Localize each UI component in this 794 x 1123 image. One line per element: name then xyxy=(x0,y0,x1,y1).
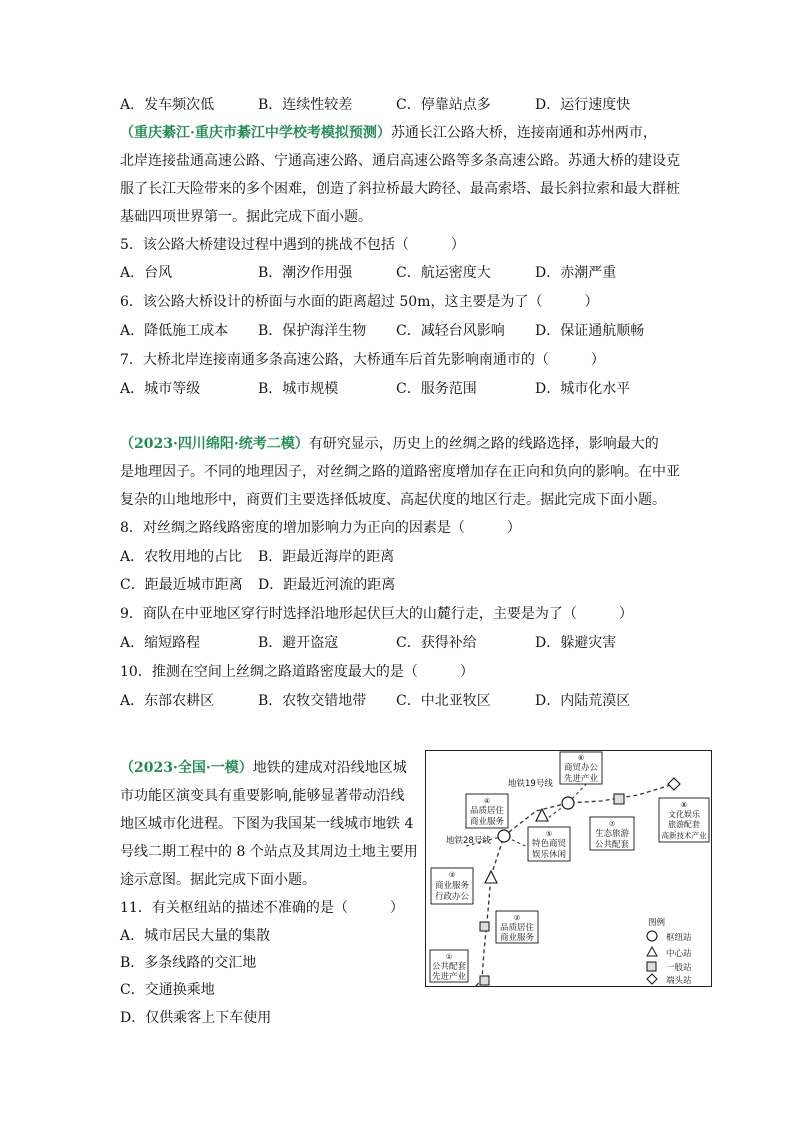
q4-option-c: C．停靠站点多 xyxy=(396,97,491,113)
question-5: 5．该公路大桥建设过程中遇到的挑战不包括（ ） xyxy=(120,237,465,253)
q8-option-b: B．距最近海岸的距离 xyxy=(258,549,395,565)
legend-center-label: 中心站 xyxy=(666,949,692,959)
block3-intro-first: 地铁的建成对沿线地区城 xyxy=(252,760,407,776)
svg-text:⑦: ⑦ xyxy=(608,820,616,828)
landuse-box-5 xyxy=(528,827,570,861)
q11-option-b: B．多条线路的交汇地 xyxy=(120,955,257,971)
landuse-box-6 xyxy=(560,752,602,784)
svg-text:②: ② xyxy=(513,914,521,922)
q6-option-b: B．保护海洋生物 xyxy=(258,323,367,339)
legend-terminal-icon xyxy=(647,974,657,984)
svg-text:行政办公: 行政办公 xyxy=(434,892,470,902)
block3-intro-line4: 号线二期工程中的 8 个站点及其周边土地主要用 xyxy=(120,844,418,860)
block3-intro-line2: 市功能区演变具有重要影响,能够显著带动沿线 xyxy=(120,788,405,804)
block1-intro-line1 xyxy=(120,123,657,143)
metro-map-svg xyxy=(426,751,711,986)
q4-option-b: B．连续性较差 xyxy=(258,97,353,113)
normal-station-2 xyxy=(480,922,489,931)
q4-option-a: A．发车频次低 xyxy=(120,97,215,113)
svg-text:高新技术产业: 高新技术产业 xyxy=(661,831,707,840)
question-6: 6．该公路大桥设计的桥面与水面的距离超过 50m，这主要是为了（ ） xyxy=(120,294,599,310)
legend-hub-icon xyxy=(647,931,657,941)
svg-text:商业服务: 商业服务 xyxy=(434,881,470,891)
q7-option-b: B．城市规模 xyxy=(258,381,339,397)
q8-option-d: D．距最近河流的距离 xyxy=(258,577,396,593)
svg-text:先进产业: 先进产业 xyxy=(431,972,467,982)
normal-station-1 xyxy=(480,976,489,985)
question-11: 11．有关枢纽站的描述不准确的是（ ） xyxy=(120,900,404,916)
landuse-box-2 xyxy=(496,911,538,943)
line28-label: 地铁28号线 xyxy=(446,836,491,846)
q7-option-d: D．城市化水平 xyxy=(535,381,631,397)
q11-option-c: C．交通换乘地 xyxy=(120,982,215,998)
block3-intro-line3: 地区城市化进程。下图为我国某一线城市地铁 4 xyxy=(120,816,414,832)
block1-intro-line2: 北岸连接盐通高速公路、宁通高速公路、通启高速公路等多条高速公路。苏通大桥的建设克 xyxy=(120,153,680,169)
q8-option-a: A．农牧用地的占比 xyxy=(120,549,243,565)
svg-text:公共配套: 公共配套 xyxy=(431,962,467,972)
landuse-box-3 xyxy=(431,868,473,904)
block1-intro-first: 苏通长江公路大桥，连接南通和苏州两市， xyxy=(390,125,657,141)
svg-text:⑤: ⑤ xyxy=(545,830,553,838)
block1-intro-line4: 基础四项世界第一。据此完成下面小题。 xyxy=(120,209,372,225)
svg-text:⑥: ⑥ xyxy=(577,754,585,762)
normal-station-3 xyxy=(614,794,624,804)
svg-text:生态旅游: 生态旅游 xyxy=(594,829,630,839)
block2-intro-line2: 是地理因子。不同的地理因子，对丝绸之路的道路密度增加存在正向和负向的影响。在中亚 xyxy=(120,464,680,480)
svg-text:公共配套: 公共配套 xyxy=(594,840,630,850)
hub-station-1 xyxy=(498,830,510,842)
landuse-box-7 xyxy=(590,817,634,850)
q10-option-c: C．中北亚牧区 xyxy=(396,693,491,709)
landuse-box-8 xyxy=(659,798,709,842)
svg-text:⑧: ⑧ xyxy=(680,801,688,809)
metro-map-figure xyxy=(425,750,712,987)
block1-source: （重庆綦江·重庆市綦江中学校考模拟预测） xyxy=(120,125,391,141)
question-10: 10．推测在空间上丝绸之路道路密度最大的是（ ） xyxy=(120,664,474,680)
svg-text:旅游配套: 旅游配套 xyxy=(668,820,700,829)
q9-option-c: C．获得补给 xyxy=(396,635,477,651)
q9-option-b: B．避开盗寇 xyxy=(258,635,339,651)
legend-normal-label: 一般站 xyxy=(666,963,692,973)
q8-option-c: C．距最近城市距离 xyxy=(120,577,243,593)
block2-intro-first: 有研究显示，历史上的丝绸之路的线路选择，影响最大的 xyxy=(308,436,659,452)
landuse-box-1 xyxy=(430,950,468,982)
legend-hub-label: 枢纽站 xyxy=(666,933,692,943)
svg-text:商业服务: 商业服务 xyxy=(499,933,535,943)
q10-option-b: B．农牧交错地带 xyxy=(258,693,367,709)
block3-intro-line5: 途示意图。据此完成下面小题。 xyxy=(120,872,316,888)
svg-text:先进产业: 先进产业 xyxy=(563,774,599,784)
q6-option-c: C．减轻台风影响 xyxy=(396,323,505,339)
svg-text:④: ④ xyxy=(483,797,491,805)
block3-intro-line1 xyxy=(120,758,407,778)
legend-title: 图例 xyxy=(648,918,666,928)
q4-option-d: D．运行速度快 xyxy=(535,97,631,113)
q10-option-d: D．内陆荒漠区 xyxy=(535,693,631,709)
block2-intro-line3: 复杂的山地地形中，商贾们主要选择低坡度、高起伏度的地区行走。据此完成下面小题。 xyxy=(120,492,666,508)
svg-text:③: ③ xyxy=(448,871,456,879)
q6-option-a: A．降低施工成本 xyxy=(120,323,229,339)
q7-option-c: C．服务范围 xyxy=(396,381,477,397)
terminal-station xyxy=(668,778,680,790)
line19-label: 地铁19号线 xyxy=(508,779,553,789)
legend-terminal-label: 端头站 xyxy=(666,976,692,986)
q7-option-a: A．城市等级 xyxy=(120,381,201,397)
q11-option-a: A．城市居民大量的集散 xyxy=(120,928,271,944)
q5-option-a: A．台风 xyxy=(120,265,173,281)
block3-source: （2023·全国·一模） xyxy=(120,760,253,776)
hub-station-2 xyxy=(562,797,574,809)
svg-text:商贸办公: 商贸办公 xyxy=(563,763,599,773)
block1-intro-line3: 服了长江天险带来的多个困难，创造了斜拉桥最大跨径、最高索塔、最长斜拉索和最大群桩 xyxy=(120,181,680,197)
question-9: 9．商队在中亚地区穿行时选择沿地形起伏巨大的山麓行走，主要是为了（ ） xyxy=(120,606,633,622)
legend-normal-icon xyxy=(647,962,656,971)
q5-option-d: D．赤潮严重 xyxy=(535,265,617,281)
map-legend xyxy=(647,917,692,986)
svg-text:①: ① xyxy=(445,953,453,961)
question-8: 8．对丝绸之路线路密度的增加影响力为正向的因素是（ ） xyxy=(120,520,521,536)
svg-text:品质居住: 品质居住 xyxy=(499,923,535,933)
svg-text:商业服务: 商业服务 xyxy=(469,817,505,827)
question-7: 7．大桥北岸连接南通多条高速公路，大桥通车后首先影响南通市的（ ） xyxy=(120,352,605,368)
block2-intro-line1 xyxy=(120,434,659,454)
svg-text:文化娱乐: 文化娱乐 xyxy=(668,810,700,819)
q5-option-b: B．潮汐作用强 xyxy=(258,265,353,281)
q9-option-a: A．缩短路程 xyxy=(120,635,201,651)
legend-center-icon xyxy=(647,947,657,956)
q11-option-d: D．仅供乘客上下车使用 xyxy=(120,1010,272,1026)
q6-option-d: D．保证通航顺畅 xyxy=(535,323,645,339)
q5-option-c: C．航运密度大 xyxy=(396,265,491,281)
q9-option-d: D．躲避灾害 xyxy=(535,635,617,651)
svg-text:特色商贸: 特色商贸 xyxy=(531,839,567,849)
landuse-box-4 xyxy=(466,794,508,828)
svg-text:娱乐休闲: 娱乐休闲 xyxy=(531,850,567,860)
q10-option-a: A．东部农耕区 xyxy=(120,693,215,709)
center-station-1 xyxy=(485,871,497,883)
block2-source: （2023·四川绵阳·统考二模） xyxy=(120,436,309,452)
svg-text:品质居住: 品质居住 xyxy=(469,806,505,816)
